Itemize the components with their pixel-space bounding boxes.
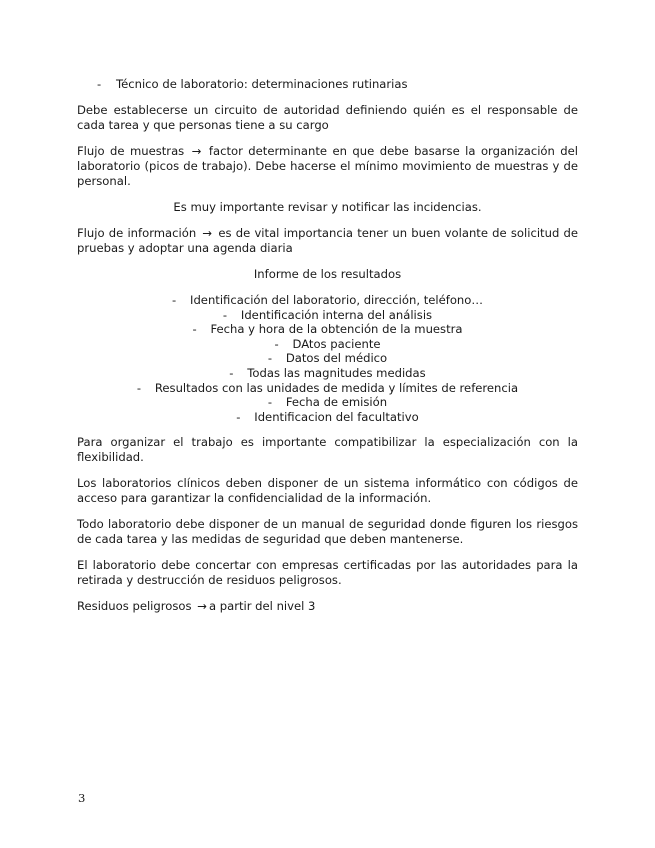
sample-flow-paragraph [77, 144, 578, 189]
document-page [77, 77, 578, 625]
hazardous-text: a partir del nivel 3 [208, 599, 316, 614]
list-item-text: Identificación del laboratorio, dirección, teléfono… [190, 293, 483, 307]
incidents-paragraph: Es muy importante revisar y notificar las incidencias. [173, 200, 482, 214]
list-marker: - [172, 293, 177, 307]
sample-flow-label: Flujo de muestras [77, 144, 185, 158]
list-item [77, 322, 578, 337]
arrow-icon: → [197, 599, 207, 614]
list-marker: - [267, 395, 273, 410]
list-item-text: Identificacion del facultativo [254, 409, 419, 424]
top-bullet-text: Técnico de laboratorio: determinaciones rutinarias [116, 77, 408, 91]
list-item [77, 381, 578, 396]
info-flow-paragraph [77, 226, 578, 256]
top-bullet-item [97, 77, 578, 92]
arrow-icon: → [202, 226, 213, 240]
list-item [77, 366, 578, 381]
list-marker: - [236, 409, 241, 424]
hazardous-waste-paragraph [77, 599, 578, 614]
list-marker: - [229, 365, 234, 380]
list-item-text: DAtos paciente [292, 336, 381, 351]
list-marker: - [267, 351, 273, 366]
authority-paragraph: Debe establecerse un circuito de autoridad definiendo quién es el responsable de cada tarea y que personas tiene a su cargo [77, 103, 578, 132]
info-flow-text: es de vital importancia tener un buen volante de solicitud de pruebas y adoptar una agenda diaria [77, 226, 579, 255]
list-item [77, 293, 578, 308]
list-item [77, 337, 578, 352]
list-item [77, 308, 578, 323]
page-number: 3 [78, 791, 86, 805]
list-marker: - [274, 336, 279, 351]
list-marker: - [136, 380, 142, 395]
report-heading: Informe de los resultados [253, 267, 402, 281]
list-item [77, 351, 578, 366]
list-item-text: Identificación interna del análisis [240, 307, 433, 322]
bullet-marker: - [97, 77, 102, 91]
sample-flow-text: factor determinante en que debe basarse la organización del laboratorio (picos de trabajo). Debe hacerse el mínimo movimiento de muestras y de personal. [77, 144, 579, 188]
waste-companies-paragraph: El laboratorio debe concertar con empresas certificadas por las autoridades para la retirada y destrucción de residuos peligrosos. [77, 558, 578, 588]
list-item [77, 395, 578, 410]
list-item-text: Fecha de emisión [285, 395, 388, 410]
list-item-text: Resultados con las unidades de medida y límites de referencia [154, 380, 519, 395]
list-item-text: Todas las magnitudes medidas [247, 365, 426, 380]
arrow-icon: → [191, 144, 202, 158]
list-item-text: Fecha y hora de la obtención de la muestra [210, 322, 463, 337]
list-item [77, 410, 578, 425]
list-marker: - [192, 322, 197, 337]
info-flow-label: Flujo de información [77, 226, 197, 240]
hazardous-label: Residuos peligrosos [77, 599, 192, 614]
report-items-list [77, 293, 578, 424]
organize-paragraph: Para organizar el trabajo es importante compatibilizar la especialización con la flexibilidad. [77, 435, 578, 465]
clinical-labs-paragraph: Los laboratorios clínicos deben disponer de un sistema informático con códigos de acceso para garantizar la confidencialidad de la información. [77, 476, 578, 506]
safety-manual-paragraph: Todo laboratorio debe disponer de un manual de seguridad donde figuren los riesgos de cada tarea y las medidas de seguridad que deben mantenerse. [77, 517, 578, 547]
list-item-text: Datos del médico [285, 351, 388, 366]
list-marker: - [222, 307, 228, 322]
